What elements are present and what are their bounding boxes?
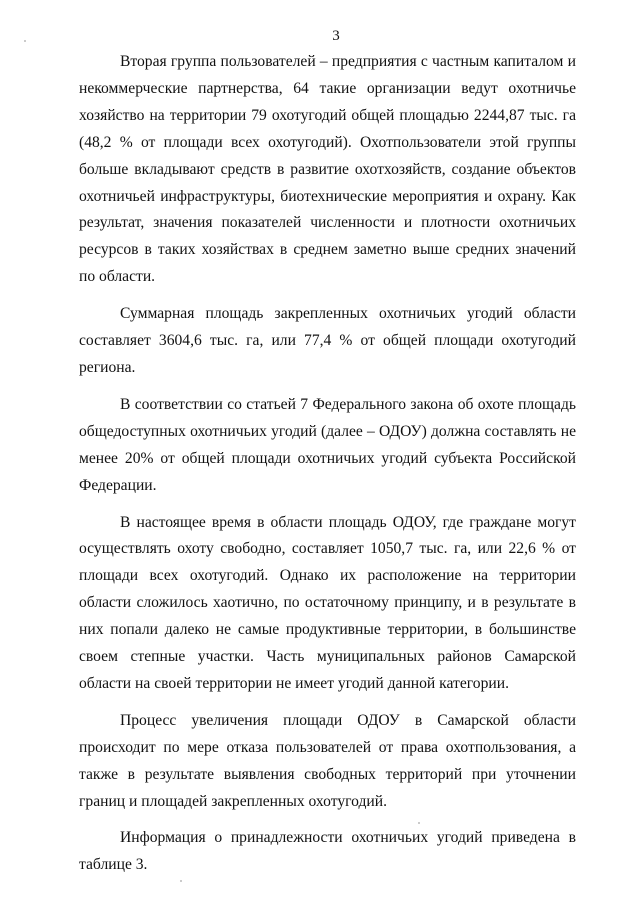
paragraph-private-users: Вторая группа пользователей – предприятия с частным капиталом и некоммерческие партнерства, 64 такие организации ведут охотничье хозяйство на территории 79 охотугодий общей площадью 2244,87 тыс. га (48,2 % от площади всех охотугодий). Охотпользователи этой группы больше вкладывают средств в развитие охотхозяйств, создание объектов охотничьей инфраструктуры, биотехнические мероприятия и охрану. Как результат, значения показателей численности и плотности охотничьих ресурсов в таких хозяйствах в среднем заметно выше средних значений по области. [79,53,576,286]
document-body [79,49,576,879]
scan-speck [418,822,420,824]
paragraph-table-reference: Информация о принадлежности охотничьих угодий приведена в таблице 3. [79,829,576,874]
scan-speck [24,40,26,42]
page-number: 3 [332,28,340,44]
paragraph-current-odou: В настоящее время в области площадь ОДОУ, где граждане могут осуществлять охоту свободно, составляет 1050,7 тыс. га, или 22,6 % от площади всех охотугодий. Однако их расположение на территории области сложилось хаотично, по остаточному принципу, и в результате в них попали далеко не самые продуктивные территории, в большинстве своем степные участки. Часть муниципальных районов Самарской области на своей территории не имеет угодий данной категории. [79,513,576,692]
paragraph-federal-law: В соответствии со статьей 7 Федерального закона об охоте площадь общедоступных охотничьих угодий (далее – ОДОУ) должна составлять не менее 20% от общей площади охотничьих угодий субъекта Российской Федерации. [79,395,576,494]
scan-speck [180,880,182,882]
paragraph-total-area: Суммарная площадь закрепленных охотничьих угодий области составляет 3604,6 тыс. га, или 77,4 % от общей площади охотугодий региона. [79,305,576,376]
paragraph-odou-increase: Процесс увеличения площади ОДОУ в Самарской области происходит по мере отказа пользователей от права охотпользования, а также в результате выявления свободных территорий при уточнении границ и площадей закрепленных охотугодий. [79,711,576,810]
